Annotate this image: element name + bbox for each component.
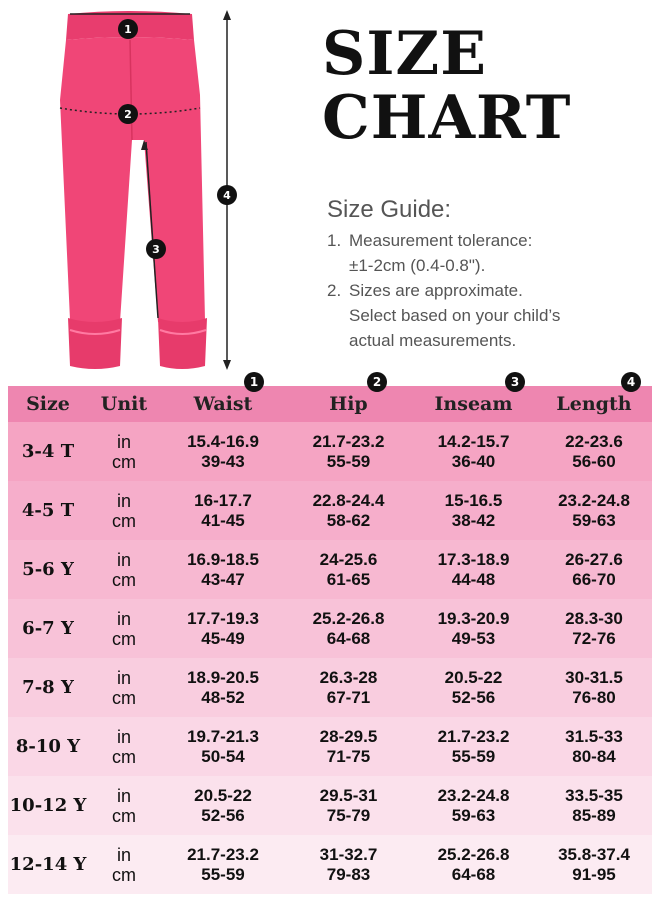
page-title [322,19,652,153]
inseam-cell-value: 59-63 [451,805,496,825]
inseam-cell [411,835,536,894]
waist-cell-value: 43-47 [201,569,245,589]
header-inseam [411,375,536,422]
hip-cell [286,776,411,835]
header-length-label: Length [556,393,632,415]
marker-1-icon: 1 [244,372,264,392]
item-number: 1. [327,231,342,250]
length-cell-value: 76-80 [572,687,616,707]
size-table [8,375,652,894]
table-body [8,422,652,894]
size-cell [8,540,88,599]
table-row [8,422,652,481]
length-cell [536,481,652,540]
hip-cell-value: 24-25.6 [319,549,378,569]
svg-text:4: 4 [223,189,231,202]
header-waist [160,375,286,422]
hip-cell-value: 26.3-28 [319,667,378,687]
hip-cell-value: 64-68 [326,628,371,648]
inseam-cell-value: 20.5-22 [444,667,503,687]
length-cell-value: 66-70 [572,569,616,589]
inseam-cell-value: 17.3-18.9 [437,549,510,569]
unit-cell [88,540,160,599]
inseam-cell-value: 36-40 [451,451,496,471]
hip-cell [286,717,411,776]
inseam-cell-value: 64-68 [451,864,496,884]
hip-cell-value: 71-75 [326,746,371,766]
size-cell-value: 5-6 Y [22,558,74,580]
hip-cell-value: 29.5-31 [319,785,378,805]
header-inseam-label: Inseam [434,393,513,415]
unit-cell-value: cm [112,569,136,590]
unit-cell [88,481,160,540]
inseam-cell-value: 52-56 [451,687,496,707]
size-cell [8,422,88,481]
unit-cell [88,776,160,835]
inseam-cell [411,776,536,835]
unit-cell-value: in [116,667,131,688]
svg-text:3: 3 [152,243,160,256]
item-number: 2. [327,281,342,300]
item-text: actual measurements. [349,331,517,350]
waist-cell [160,776,286,835]
waist-cell [160,658,286,717]
size-cell [8,658,88,717]
hip-cell-value: 55-59 [326,451,371,471]
size-guide-list [327,228,647,353]
table-row [8,717,652,776]
table-row [8,835,652,894]
length-cell-value: 72-76 [572,628,616,648]
hip-cell [286,599,411,658]
inseam-cell-value: 25.2-26.8 [437,844,510,864]
hip-cell [286,540,411,599]
inseam-cell [411,481,536,540]
size-cell [8,776,88,835]
marker-3-icon [146,239,166,259]
waist-cell-value: 50-54 [201,746,245,766]
unit-cell-value: cm [112,864,136,885]
unit-cell [88,658,160,717]
item-text: Sizes are approximate. [349,281,523,300]
marker-3-icon: 3 [505,372,525,392]
unit-cell [88,717,160,776]
waist-cell-value: 45-49 [201,628,245,648]
header-length [536,375,652,422]
length-cell [536,540,652,599]
length-cell-value: 31.5-33 [565,726,623,746]
size-cell [8,717,88,776]
waist-cell-value: 39-43 [201,451,245,471]
unit-cell-value: in [116,844,131,865]
length-cell [536,422,652,481]
length-cell-value: 22-23.6 [565,431,623,451]
size-guide [327,196,647,353]
inseam-cell [411,717,536,776]
inseam-cell-value: 14.2-15.7 [437,431,510,451]
marker-1-icon [118,19,138,39]
waist-cell-value: 52-56 [201,805,245,825]
header-hip [286,375,411,422]
inseam-cell-value: 38-42 [451,510,496,530]
unit-cell [88,599,160,658]
length-cell [536,776,652,835]
length-cell-value: 59-63 [572,510,616,530]
length-cell-value: 91-95 [572,864,616,884]
unit-cell [88,422,160,481]
unit-cell-value: in [116,431,131,452]
waist-cell-value: 48-52 [201,687,245,707]
hip-cell-value: 61-65 [326,569,371,589]
unit-cell-value: in [116,490,131,511]
table-header-row [8,386,652,422]
length-cell-value: 30-31.5 [565,667,623,687]
length-cell-value: 35.8-37.4 [558,844,630,864]
length-cell [536,658,652,717]
header-unit: Unit [100,393,148,415]
table-row [8,599,652,658]
marker-2-icon [118,104,138,124]
inseam-cell-value: 21.7-23.2 [437,726,510,746]
size-cell-value: 10-12 Y [9,794,87,816]
header-waist-label: Waist [193,393,253,415]
length-cell [536,835,652,894]
header-size: Size [26,393,70,415]
inseam-cell [411,540,536,599]
waist-cell-value: 17.7-19.3 [187,608,259,628]
title-line-2: CHART [322,83,572,153]
size-cell-value: 8-10 Y [15,735,81,757]
item-text: Select based on your child’s [349,306,561,325]
inseam-cell-value: 19.3-20.9 [437,608,510,628]
waist-cell [160,540,286,599]
title-line-1: SIZE [322,19,487,89]
length-cell [536,717,652,776]
size-cell [8,835,88,894]
svg-text:2: 2 [124,108,132,121]
marker-2-icon: 2 [367,372,387,392]
hip-cell [286,658,411,717]
unit-cell-value: in [116,549,131,570]
length-cell-value: 56-60 [572,451,616,471]
inseam-cell-value: 15-16.5 [444,490,503,510]
waist-cell-value: 18.9-20.5 [187,667,259,687]
header-hip-label: Hip [329,393,368,415]
inseam-cell [411,658,536,717]
size-cell [8,481,88,540]
size-cell-value: 6-7 Y [22,617,74,639]
waist-cell-value: 16.9-18.5 [187,549,259,569]
hip-cell-value: 28-29.5 [319,726,378,746]
table-row [8,658,652,717]
unit-cell [88,835,160,894]
waist-cell [160,481,286,540]
hip-cell [286,422,411,481]
waist-cell-value: 19.7-21.3 [187,726,259,746]
unit-cell-value: cm [112,687,136,708]
unit-cell-value: in [116,608,131,629]
waist-cell [160,835,286,894]
waist-cell-value: 21.7-23.2 [187,844,259,864]
waist-cell [160,599,286,658]
table-row [8,481,652,540]
hip-cell-value: 79-83 [326,864,371,884]
unit-cell-value: cm [112,628,136,649]
waist-cell-value: 41-45 [201,510,245,530]
hip-cell-value: 25.2-26.8 [312,608,385,628]
table-row [8,540,652,599]
hip-cell-value: 58-62 [326,510,371,530]
item-text: Measurement tolerance: [349,231,533,250]
unit-cell-value: cm [112,451,136,472]
length-cell-value: 80-84 [572,746,616,766]
inseam-cell [411,422,536,481]
size-cell-value: 4-5 T [21,499,75,521]
inseam-cell-value: 49-53 [451,628,496,648]
waist-cell-value: 16-17.7 [194,490,252,510]
hip-cell-value: 31-32.7 [319,844,378,864]
size-cell-value: 3-4 T [21,440,75,462]
hip-cell-value: 21.7-23.2 [312,431,385,451]
waist-cell [160,717,286,776]
unit-cell-value: in [116,785,131,806]
inseam-cell [411,599,536,658]
leggings-illustration [40,0,270,375]
marker-4-icon: 4 [621,372,641,392]
unit-cell-value: cm [112,746,136,767]
waist-cell [160,422,286,481]
hip-cell-value: 75-79 [326,805,371,825]
length-cell-value: 85-89 [572,805,616,825]
inseam-cell-value: 44-48 [451,569,496,589]
hip-cell-value: 22.8-24.4 [312,490,385,510]
length-cell-value: 23.2-24.8 [558,490,630,510]
inseam-cell-value: 23.2-24.8 [437,785,510,805]
hip-cell [286,481,411,540]
measurement-markers [40,0,270,375]
size-guide-title: Size Guide: [327,196,452,223]
hip-cell [286,835,411,894]
length-cell-value: 28.3-30 [565,608,623,628]
hip-cell-value: 67-71 [326,687,371,707]
svg-text:1: 1 [124,23,132,36]
inseam-cell-value: 55-59 [451,746,496,766]
size-cell [8,599,88,658]
length-cell-value: 26-27.6 [565,549,623,569]
size-cell-value: 7-8 Y [22,676,74,698]
unit-cell-value: in [116,726,131,747]
size-cell-value: 12-14 Y [9,853,87,875]
marker-4-icon [217,185,237,205]
unit-cell-value: cm [112,510,136,531]
table-row [8,776,652,835]
waist-cell-value: 15.4-16.9 [187,431,259,451]
size-guide-item [327,278,647,353]
item-text: ±1-2cm (0.4-0.8"). [349,256,486,275]
length-cell-value: 33.5-35 [565,785,623,805]
unit-cell-value: cm [112,805,136,826]
waist-cell-value: 20.5-22 [194,785,252,805]
waist-cell-value: 55-59 [201,864,245,884]
size-guide-item [327,228,647,278]
length-cell [536,599,652,658]
